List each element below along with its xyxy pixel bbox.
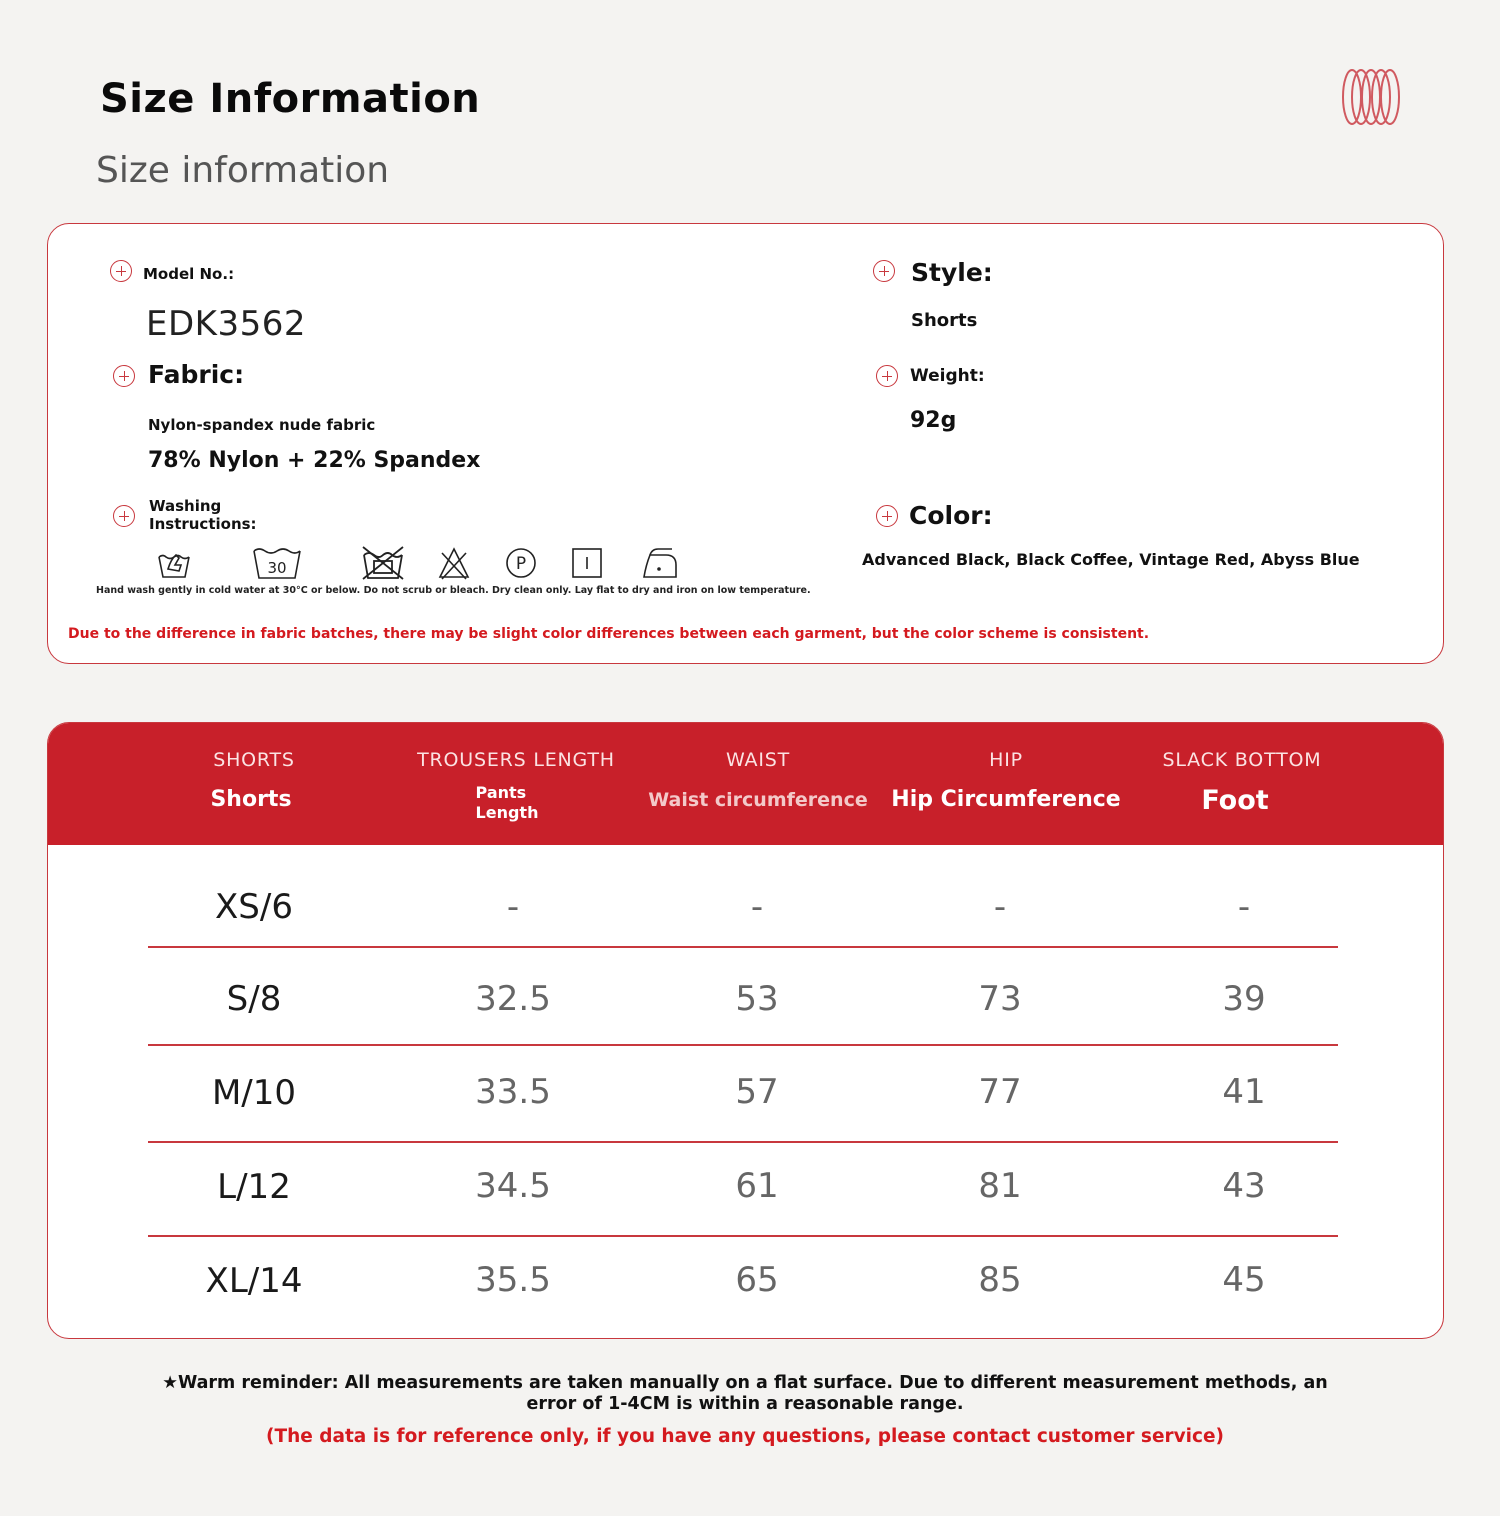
plus-circle-icon bbox=[113, 365, 135, 387]
plus-circle-icon bbox=[113, 505, 135, 527]
table-cell: 53 bbox=[735, 979, 779, 1019]
table-cell: 81 bbox=[978, 1166, 1022, 1206]
table-cell: 85 bbox=[978, 1260, 1022, 1300]
column-header-hip: HIP bbox=[989, 749, 1023, 771]
plus-circle-icon bbox=[110, 260, 132, 282]
row-size-label: L/12 bbox=[217, 1167, 291, 1207]
table-cell: 34.5 bbox=[475, 1166, 551, 1206]
svg-text:P: P bbox=[515, 554, 527, 574]
table-cell: - bbox=[993, 887, 1007, 927]
row-divider bbox=[148, 1044, 1338, 1046]
column-header-waist: WAIST bbox=[725, 749, 791, 771]
row-divider bbox=[148, 946, 1338, 948]
low-iron-icon bbox=[642, 545, 678, 581]
fabric-description: Nylon-spandex nude fabric bbox=[148, 416, 376, 434]
table-cell: 33.5 bbox=[475, 1072, 551, 1112]
model-value: EDK3562 bbox=[146, 304, 306, 344]
svg-text:30: 30 bbox=[267, 559, 287, 577]
plus-circle-icon bbox=[876, 365, 898, 387]
style-value: Shorts bbox=[911, 310, 978, 331]
size-table bbox=[47, 722, 1444, 1339]
red-rings-logo-icon bbox=[1340, 66, 1402, 128]
reference-note: (The data is for reference only, if you have any questions, please contact customer service) bbox=[266, 1426, 1224, 1447]
row-divider bbox=[148, 1141, 1338, 1143]
table-cell: 65 bbox=[735, 1260, 779, 1300]
plus-circle-icon bbox=[873, 260, 895, 282]
fabric-composition: 78% Nylon + 22% Spandex bbox=[148, 448, 481, 473]
washing-instructions-text: Hand wash gently in cold water at 30°C or below. Do not scrub or bleach. Dry clean only. Lay flat to dry and iron on low temperature. bbox=[96, 585, 811, 596]
product-info-card bbox=[47, 223, 1444, 664]
column-header-slack-bottom: SLACK BOTTOM bbox=[1162, 749, 1322, 771]
table-cell: 73 bbox=[978, 979, 1022, 1019]
fabric-label: Fabric: bbox=[148, 360, 245, 389]
column-header-shorts: SHORTS bbox=[213, 749, 295, 771]
color-difference-note: Due to the difference in fabric batches, there may be slight color differences between each garment, but the color scheme is consistent. bbox=[68, 626, 1150, 642]
plus-circle-icon bbox=[876, 505, 898, 527]
row-size-label: S/8 bbox=[226, 979, 282, 1019]
model-label: Model No.: bbox=[143, 265, 235, 283]
weight-label: Weight: bbox=[910, 366, 985, 386]
column-subheader-waist: Waist circumference bbox=[648, 789, 868, 811]
hand-wash-icon bbox=[156, 545, 192, 581]
row-size-label: XS/6 bbox=[215, 887, 293, 927]
table-cell: - bbox=[1237, 887, 1251, 927]
table-cell: 57 bbox=[735, 1072, 779, 1112]
table-header bbox=[48, 723, 1443, 845]
weight-value: 92g bbox=[910, 408, 957, 433]
color-options: Advanced Black, Black Coffee, Vintage Red, Abyss Blue bbox=[862, 550, 1360, 569]
column-subheader-hip: Hip Circumference bbox=[891, 787, 1121, 812]
no-bleach-scrub-icon bbox=[360, 545, 406, 581]
table-cell: - bbox=[750, 887, 764, 927]
dry-clean-p-icon bbox=[504, 545, 538, 581]
column-header-trousers-length: TROUSERS LENGTH bbox=[417, 749, 615, 771]
wash-30-icon bbox=[251, 545, 303, 581]
table-cell: 43 bbox=[1222, 1166, 1266, 1206]
table-cell: - bbox=[506, 887, 520, 927]
color-label: Color: bbox=[909, 501, 993, 530]
column-subheader-shorts: Shorts bbox=[210, 787, 292, 812]
lay-flat-dry-icon bbox=[571, 545, 603, 581]
table-cell: 61 bbox=[735, 1166, 779, 1206]
table-cell: 32.5 bbox=[475, 979, 551, 1019]
row-size-label: M/10 bbox=[211, 1073, 297, 1113]
table-cell: 77 bbox=[978, 1072, 1022, 1112]
table-cell: 35.5 bbox=[475, 1260, 551, 1300]
table-cell: 41 bbox=[1222, 1072, 1266, 1112]
no-bleach-icon bbox=[438, 545, 470, 581]
column-subheader-pants-length: Pants Length bbox=[475, 783, 539, 822]
table-cell: 39 bbox=[1222, 979, 1266, 1019]
style-label: Style: bbox=[911, 258, 993, 287]
column-subheader-foot: Foot bbox=[1201, 785, 1269, 816]
warm-reminder: ★Warm reminder: All measurements are taken manually on a flat surface. Due to different measurement methods, an error of 1-4CM is within a reasonable range. bbox=[162, 1373, 1328, 1414]
row-divider bbox=[148, 1235, 1338, 1237]
table-cell: 45 bbox=[1222, 1260, 1266, 1300]
row-size-label: XL/14 bbox=[205, 1261, 303, 1301]
washing-label: Washing Instructions: bbox=[149, 497, 257, 533]
page-title: Size Information bbox=[100, 76, 481, 122]
page-subtitle: Size information bbox=[96, 150, 390, 191]
